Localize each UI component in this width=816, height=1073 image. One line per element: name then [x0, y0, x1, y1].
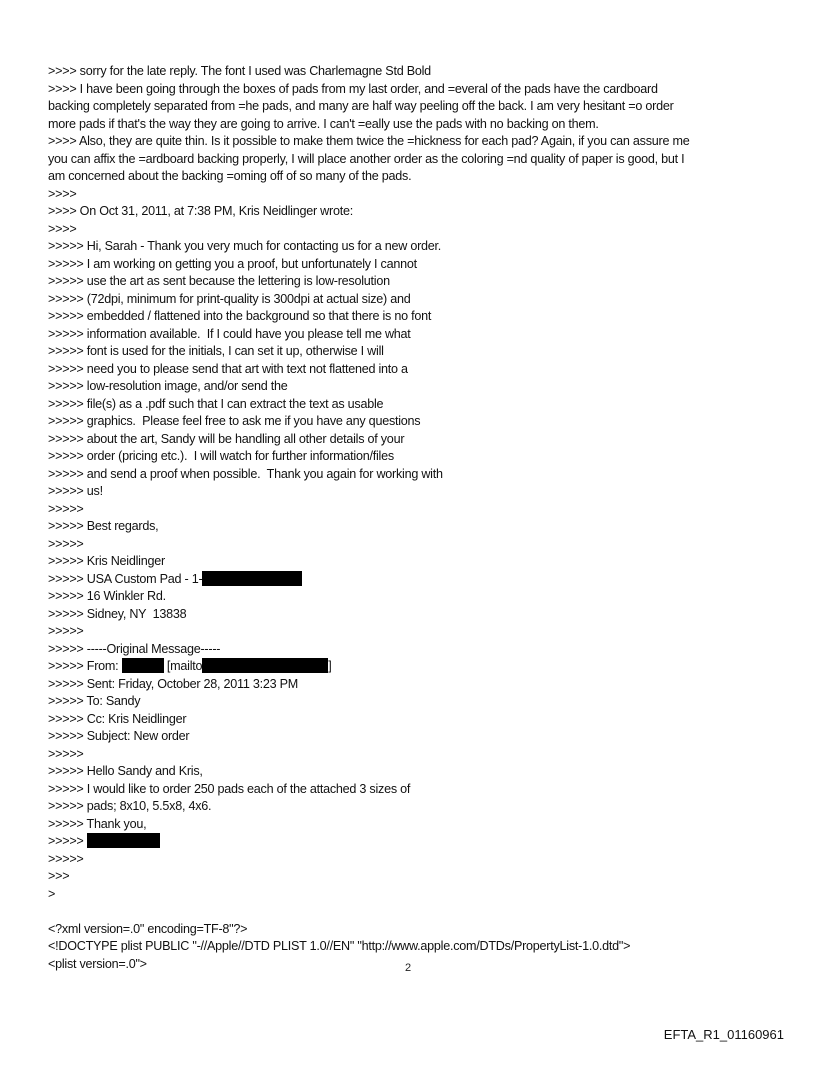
email-line: >>>>> Hi, Sarah - Thank you very much for contacting us for a new order.: [48, 239, 442, 253]
email-line: >>>>: [48, 221, 77, 236]
mailto-close: ]: [328, 659, 332, 673]
bates-stamp: EFTA_R1_01160961: [663, 1027, 784, 1042]
signature-prefix: >>>>>: [48, 834, 87, 848]
email-line: >>>: [48, 869, 70, 883]
email-line: >>>>> -----Original Message-----: [48, 641, 221, 656]
email-line: >>>>> need you to please send that art with text not flattened into a: [48, 361, 408, 376]
email-line: >>>> I have been going through the boxes of pads from my last order, and =everal of the pads have the cardboard: [48, 81, 658, 96]
redaction: [202, 571, 302, 586]
email-line: <?xml version=.0" encoding=TF-8"?>: [48, 921, 248, 936]
email-line: >>>>>: [48, 624, 84, 638]
email-line: more pads if that's the way they are going to arrive. I can't =eally use the pads with no backing on them.: [48, 116, 599, 131]
email-line: >>>>> Hello Sandy and Kris,: [48, 764, 203, 778]
email-line: >>>>> pads; 8x10, 5.5x8, 4x6.: [48, 799, 212, 813]
email-line: >>>>> use the art as sent because the lettering is low-resolution: [48, 274, 390, 288]
email-line: >>>>> Cc: Kris Neidlinger: [48, 711, 187, 726]
email-line: >>>>> file(s) as a .pdf such that I can extract the text as usable: [48, 396, 384, 411]
email-line: >>>>> us!: [48, 484, 103, 498]
email-line: <plist version=.0">: [48, 956, 147, 971]
redaction: [87, 833, 160, 848]
email-line: >>>>> Sent: Friday, October 28, 2011 3:23 PM: [48, 676, 299, 691]
from-label: >>>>> From:: [48, 659, 122, 673]
email-line: >>>> sorry for the late reply. The font I used was Charlemagne Std Bold: [48, 64, 431, 78]
phone-label: >>>>> USA Custom Pad - 1-: [48, 571, 203, 586]
mailto-label: [mailto: [163, 659, 203, 673]
email-line: >>>>> Kris Neidlinger: [48, 554, 165, 568]
email-line: >>>>> and send a proof when possible. Thank you again for working with: [48, 466, 443, 481]
email-line: >>>>>: [48, 851, 84, 866]
email-line: >>>>>: [48, 501, 84, 516]
email-line: backing completely separated from =he pads, and many are half way peeling off the back. I am very hesitant =o order: [48, 99, 674, 113]
email-line: >>>>> (72dpi, minimum for print-quality is 300dpi at actual size) and: [48, 291, 411, 306]
email-line: >>>>> embedded / flattened into the background so that there is no font: [48, 309, 432, 323]
email-line: am concerned about the backing =oming off of so many of the pads.: [48, 169, 412, 183]
email-line: >>>>> order (pricing etc.). I will watch for further information/files: [48, 449, 394, 463]
email-line: >>>>> Subject: New order: [48, 729, 190, 743]
signature-line: [48, 833, 788, 851]
redaction: [202, 658, 328, 673]
email-line: >>>> On Oct 31, 2011, at 7:38 PM, Kris Neidlinger wrote:: [48, 204, 353, 218]
email-line: >>>>: [48, 186, 77, 201]
email-line: <!DOCTYPE plist PUBLIC "-//Apple//DTD PLIST 1.0//EN" "http://www.apple.com/DTDs/PropertyList-1.0.dtd">: [48, 939, 631, 953]
email-body: [48, 63, 788, 973]
redaction: [122, 658, 164, 673]
email-line: >>>>> I would like to order 250 pads each of the attached 3 sizes of: [48, 781, 411, 796]
email-line: >>>>> low-resolution image, and/or send the: [48, 379, 288, 393]
email-line: >>>>> information available. If I could have you please tell me what: [48, 326, 411, 341]
page-number: 2: [404, 962, 412, 974]
email-line: >: [48, 886, 56, 901]
email-line: >>>>> I am working on getting you a proof, but unfortunately I cannot: [48, 256, 417, 271]
email-line: >>>>> font is used for the initials, I can set it up, otherwise I will: [48, 344, 384, 358]
email-line: >>>> Also, they are quite thin. Is it possible to make them twice the =hickness for each pad? Again, if you can assure me: [48, 134, 690, 148]
phone-line: [48, 571, 788, 589]
email-line: you can affix the =ardboard backing properly, I will place another order as the coloring =nd quality of paper is good, but I: [48, 151, 685, 166]
email-line: >>>>> To: Sandy: [48, 694, 141, 708]
email-line: >>>>>: [48, 536, 84, 551]
email-line: >>>>>: [48, 746, 84, 761]
email-line: >>>>> Best regards,: [48, 519, 159, 533]
email-line: >>>>> about the art, Sandy will be handling all other details of your: [48, 431, 405, 446]
email-line: >>>>> Sidney, NY 13838: [48, 606, 187, 621]
email-line: >>>>> Thank you,: [48, 816, 147, 831]
email-line: [48, 903, 788, 921]
email-line: >>>>> graphics. Please feel free to ask me if you have any questions: [48, 414, 421, 428]
from-line: [48, 658, 788, 676]
email-line: >>>>> 16 Winkler Rd.: [48, 589, 166, 603]
